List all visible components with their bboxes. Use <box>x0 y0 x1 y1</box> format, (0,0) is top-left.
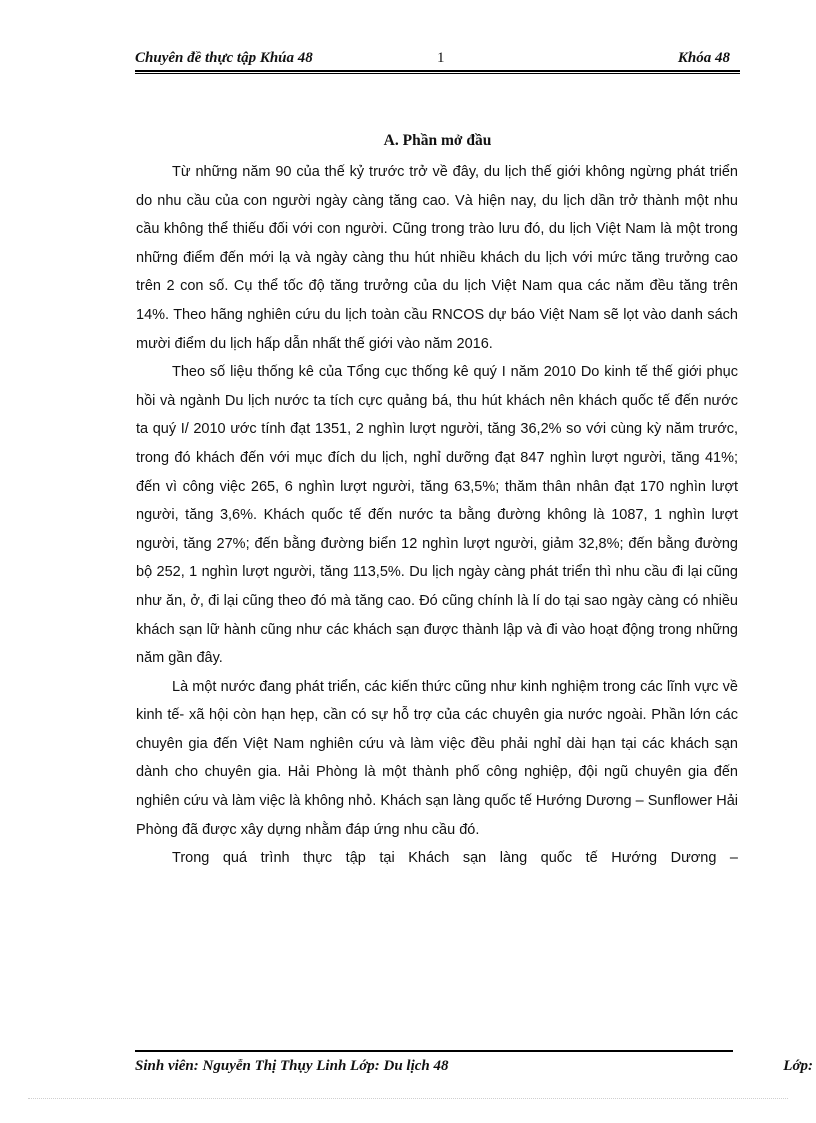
paragraph: Từ những năm 90 của thế kỷ trước trở về đây, du lịch thế giới không ngừng phát triển do nhu cầu của con người ngày càng tăng cao. Và hiện nay, du lịch dần trở thành một nhu cầu không thể thiếu đối với con người. Cũng trong trào lưu đó, du lịch Việt Nam là một trong những điểm đến mới lạ và ngày càng thu hút nhiều khách du lịch với mức tăng trưởng cao trên 2 con số. Cụ thể tốc độ tăng trưởng của du lịch Việt Nam qua các năm đều tăng trên 14%. Theo hãng nghiên cứu du lịch toàn cầu RNCOS dự báo Việt Nam sẽ lọt vào danh sách mười điểm du lịch hấp dẫn nhất thế giới vào năm 2016. <box>136 164 738 352</box>
body-text <box>136 158 738 873</box>
header-rule-thin <box>135 73 740 74</box>
page-footer <box>135 1058 813 1078</box>
header-document-title: Chuyên đề thực tập Khúa 48 <box>135 50 313 66</box>
paragraph: Là một nước đang phát triển, các kiến thức cũng như kinh nghiệm trong các lĩnh vực về kinh tế- xã hội còn hạn hẹp, cần có sự hỗ trợ của các chuyên gia nước ngoài. Phần lớn các chuyên gia đến Việt Nam nghiên cứu và làm việc đều phải nghỉ dài hạn tại các khách sạn dành cho chuyên gia. Hải Phòng là một thành phố công nghiệp, đội ngũ chuyên gia đến nghiên cứu và làm việc là không nhỏ. Khách sạn làng quốc tế Hướng Dương – Sunflower Hải Phòng đã được xây dựng nhằm đáp ứng nhu cầu đó. <box>136 678 738 838</box>
paragraph: Trong quá trình thực tập tại Khách sạn làng quốc tế Hướng Dương – <box>172 850 738 867</box>
header-page-number: 1 <box>437 50 445 66</box>
section-title: A. Phần mở đầu <box>383 132 492 149</box>
paragraph: Theo số liệu thống kê của Tổng cục thống kê quý I năm 2010 Do kinh tế thế giới phục hồi và ngành Du lịch nước ta tích cực quảng bá, thu hút khách nên khách quốc tế đến nước ta quý I/ 2010 ước tính đạt 1351, 2 nghìn lượt người, tăng 36,2% so với cùng kỳ năm trước, trong đó khách đến với mục đích du lịch, nghỉ dưỡng đạt 847 nghìn lượt người, tăng 41%; đến vì công việc 265, 6 nghìn lượt người, tăng 63,5%; thăm thân nhân đạt 170 nghìn lượt người, tăng 3,6%. Khách quốc tế đến nước ta bằng đường không là 1087, 1 nghìn lượt người, tăng 27%; đến bằng đường biển 12 nghìn lượt người, giảm 32,8%; đến bằng đường bộ 252, 1 nghìn lượt người, tăng 113,5%. Du lịch ngày càng phát triển thì nhu cầu đi lại cũng như ăn, ở, đi lại cũng theo đó mà tăng cao. Đó cũng chính là lí do tại sao ngày càng có nhiều khách sạn lữ hành cũng như các khách sạn được thành lập và đi vào hoạt động trong những năm gần đây. <box>136 364 738 667</box>
footer-class-label: Lớp: <box>783 1058 813 1074</box>
footer-rule <box>135 1050 733 1052</box>
page-header <box>135 48 740 70</box>
header-course: Khóa 48 <box>677 50 730 66</box>
header-rule <box>135 70 740 72</box>
footer-student: Sinh viên: Nguyễn Thị Thụy Linh Lớp: Du lịch 48 <box>135 1058 449 1074</box>
page-edge-divider <box>28 1098 788 1099</box>
